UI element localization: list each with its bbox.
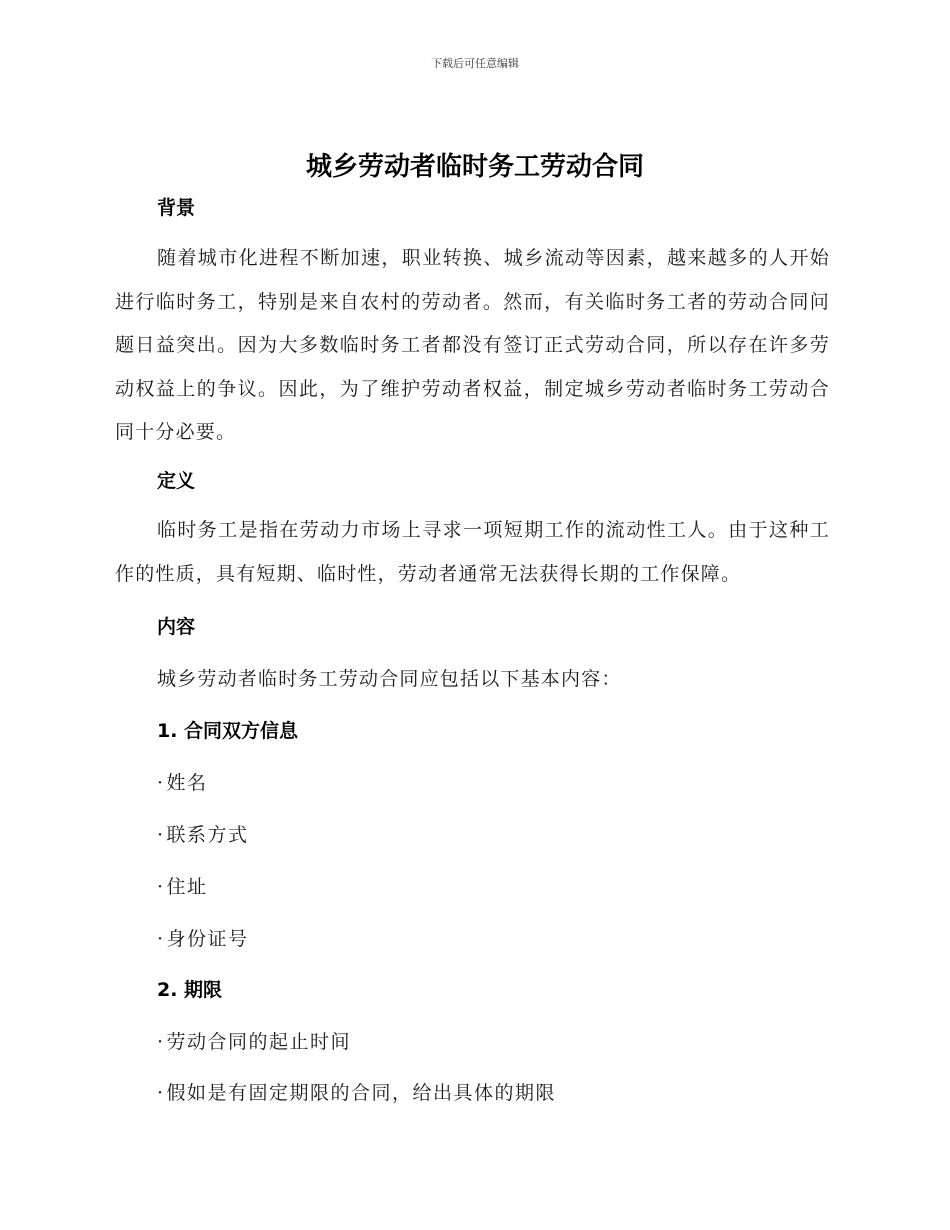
bullet-dot: · [157, 772, 165, 794]
bullet-dot: · [157, 1082, 165, 1104]
bullet-dot: · [157, 1031, 165, 1053]
content-intro: 城乡劳动者临时务工劳动合同应包括以下基本内容： [157, 668, 622, 690]
bullet-item [157, 924, 249, 951]
bullet-text: 住址 [166, 876, 208, 898]
bullet-text: 身份证号 [166, 928, 249, 950]
subsection-heading-parties: 1. 合同双方信息 [157, 720, 299, 742]
paragraph-background: 随着城市化进程不断加速，职业转换、城乡流动等因素，越来越多的人开始进行临时务工，特别是来自农村的劳动者。然而，有关临时务工者的劳动合同问题日益突出。因为大多数临时务工者都没有签订正式劳动合同，所以存在许多劳动权益上的争议。因此，为了维护劳动者权益，制定城乡劳动者临时务工劳动合同十分必要。 [115, 247, 830, 443]
subsection-heading-term: 2. 期限 [157, 979, 223, 1001]
section-heading-content: 内容 [157, 616, 196, 638]
bullet-dot: · [157, 824, 165, 846]
bullet-item [157, 1078, 556, 1105]
bullet-item [157, 768, 208, 795]
bullet-text: 姓名 [166, 772, 208, 794]
bullet-text: 假如是有固定期限的合同，给出具体的期限 [166, 1082, 557, 1104]
section-heading-definition: 定义 [157, 470, 196, 492]
paragraph-definition: 临时务工是指在劳动力市场上寻求一项短期工作的流动性工人。由于这种工作的性质，具有短期、临时性，劳动者通常无法获得长期的工作保障。 [115, 519, 830, 585]
bullet-dot: · [157, 876, 165, 898]
bullet-text: 劳动合同的起止时间 [166, 1031, 352, 1053]
bullet-text: 联系方式 [166, 824, 249, 846]
bullet-item [157, 820, 249, 847]
section-heading-background: 背景 [157, 197, 196, 219]
bullet-dot: · [157, 928, 165, 950]
bullet-item [157, 1027, 351, 1054]
bullet-item [157, 872, 208, 899]
header-note: 下载后可任意编辑 [431, 57, 519, 70]
document-title: 城乡劳动者临时务工劳动合同 [305, 152, 644, 182]
